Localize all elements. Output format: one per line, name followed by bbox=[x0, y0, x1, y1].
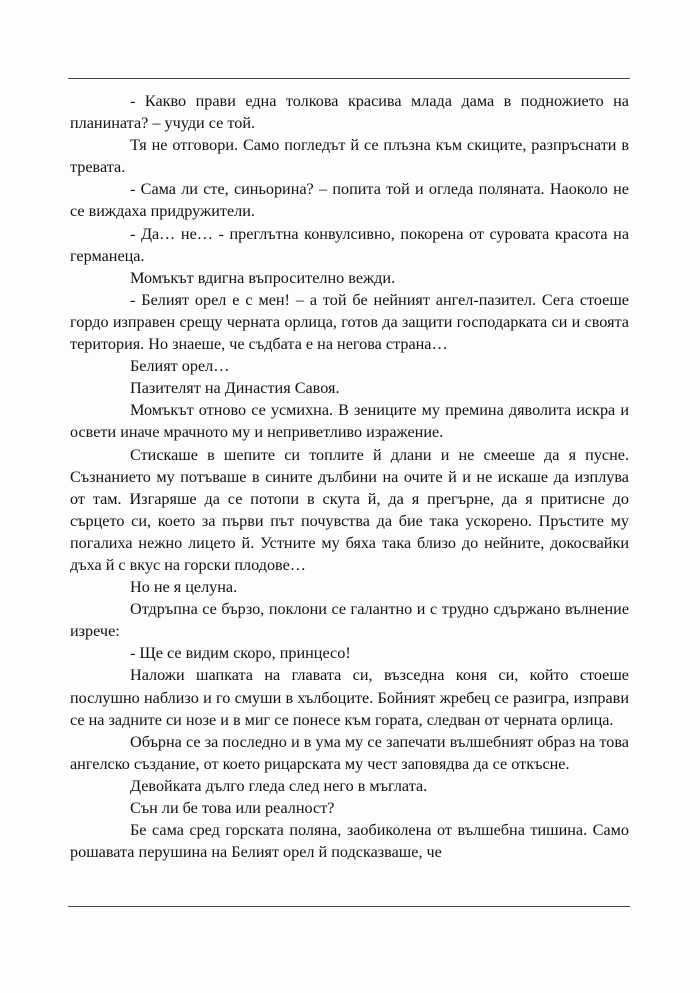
paragraph: Отдръпна се бързо, поклони се галантно и с трудно сдържано вълнение изрече: bbox=[70, 600, 629, 641]
paragraph: Стискаше в шепите си топлите й длани и не смееше да я пусне. Съзнанието му потъваше в сините дълбини на очите й и не искаше да изплува от там. Изгаряше да се потопи в скута й, да я прегърне, да я притисне до сърцето си, което за първи път почувства да бие така ускорено. Пръстите му погалиха нежно лицето й. Устните му бяха така близо до нейните, докосвайки дъха й с вкус на горски плодове… bbox=[70, 445, 629, 574]
paragraph: Но не я целуна. bbox=[130, 578, 238, 597]
paragraph: Тя не отговори. Само погледът й се плъзна към скиците, разпръснати в тревата. bbox=[70, 136, 629, 177]
paragraph: Момъкът отново се усмихна. В зениците му премина дяволита искра и освети иначе мрачното му и неприветливо изражение. bbox=[70, 401, 629, 442]
paragraph: Девойката дълго гледа след него в мъглата. bbox=[130, 776, 428, 795]
paragraph: - Ще се видим скоро, принцесо! bbox=[130, 644, 351, 663]
paragraph: Пазителят на Династия Савоя. bbox=[130, 379, 340, 398]
paragraph: Момъкът вдигна въпросително вежди. bbox=[130, 268, 396, 287]
page-body-text bbox=[70, 90, 629, 863]
paragraph: Белият орел… bbox=[130, 357, 230, 376]
paragraph: - Белият орел е с мен! – а той бе нейният ангел-пазител. Сега стоеше гордо изправен срещу черната орлица, готов да защити господарката си и своята територия. Но знаеше, че съдбата е на негова страна… bbox=[70, 290, 629, 354]
paragraph: - Какво прави една толкова красива млада дама в подножието на планината? – учуди се той. bbox=[70, 92, 629, 133]
paragraph: Обърна се за последно и в ума му се запечати вълшебният образ на това ангелско създание, от което рицарската му чест заповядва да се откъсне. bbox=[70, 732, 629, 773]
paragraph: - Сама ли сте, синьорина? – попита той и огледа поляната. Наоколо не се виждаха придружители. bbox=[70, 180, 629, 221]
footer-rule bbox=[68, 906, 630, 907]
paragraph: Бе сама сред горската поляна, заобиколена от вълшебна тишина. Само рошавата перушина на Белият орел й подсказваше, че bbox=[70, 821, 629, 862]
paragraph: Наложи шапката на главата си, възседна коня си, който стоеше послушно наблизо и го смуши в хълбоците. Бойният жребец се разигра, изправи се на задните си нозе и в миг се понесе към гората, следван от черната орлица. bbox=[70, 666, 629, 729]
paragraph: Сън ли бе това или реалност? bbox=[130, 799, 335, 817]
paragraph: - Да… не… - преглътна конвулсивно, покорена от суровата красота на германеца. bbox=[70, 224, 629, 265]
header-rule bbox=[68, 78, 630, 79]
